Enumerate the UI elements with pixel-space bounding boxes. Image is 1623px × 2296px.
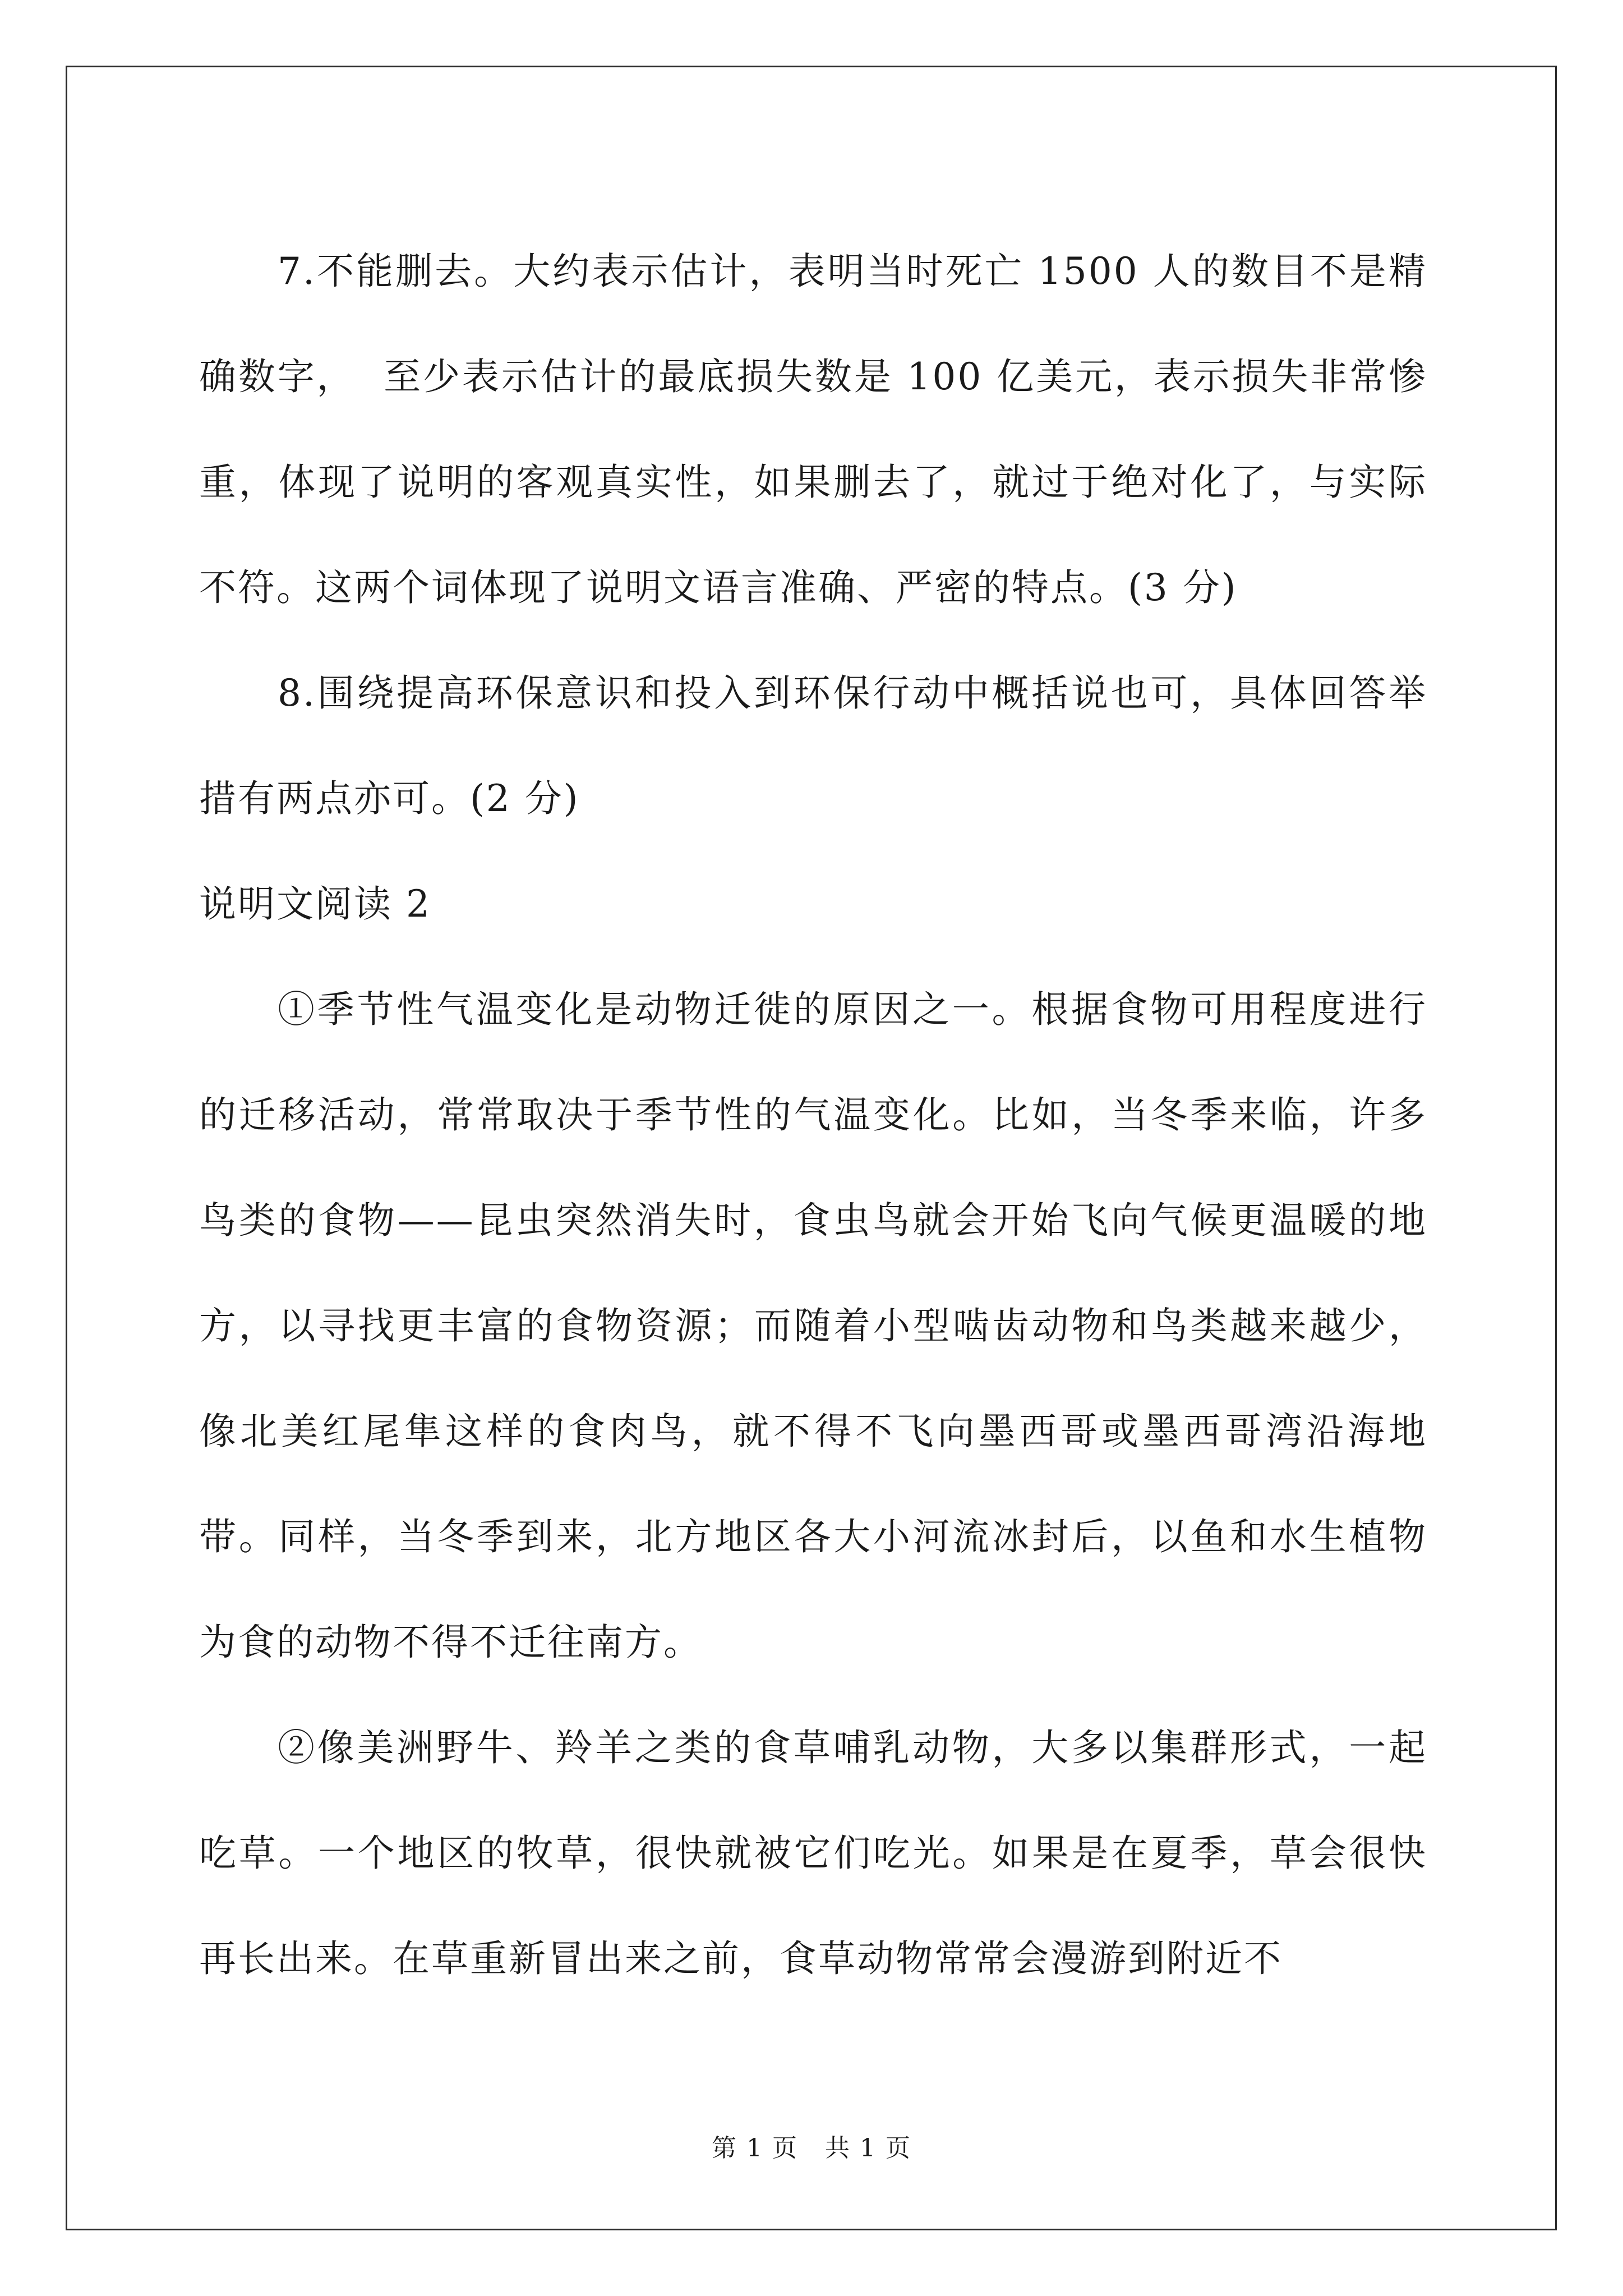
page-number-footer: 第 1 页 共 1 页 [712,2134,911,2162]
reading-paragraph-2: ②像美洲野牛、羚羊之类的食草哺乳动物，大多以集群形式，一起吃草。一个地区的牧草，很快就被它们吃光。如果是在夏季，草会很快再长出来。在草重新冒出来之前，食草动物常常会漫游到附近不 [199,1726,1427,1980]
answer-paragraph-8: 8.围绕提高环保意识和投入到环保行动中概括说也可，具体回答举措有两点亦可。(2 分) [199,671,1427,820]
section-title: 说明文阅读 2 [199,882,431,926]
reading-paragraph-1: ①季节性气温变化是动物迁徙的原因之一。根据食物可用程度进行的迁移活动，常常取决于季节性的气温变化。比如，当冬季来临，许多鸟类的食物——昆虫突然消失时，食虫鸟就会开始飞向气候更温暖的地方，以寻找更丰富的食物资源；而随着小型啮齿动物和鸟类越来越少，像北美红尾隼这样的食肉鸟，就不得不飞向墨西哥或墨西哥湾沿海地带。同样，当冬季到来，北方地区各大小河流冰封后，以鱼和水生植物为食的动物不得不迁往南方。 [199,988,1427,1664]
document-body [199,219,1427,2012]
answer-paragraph-7: 7.不能删去。大约表示估计，表明当时死亡 1500 人的数目不是精确数字， 至少表示估计的最底损失数是 100 亿美元，表示损失非常惨重，体现了说明的客观真实性，如果删去了，就过于绝对化了，与实际不符。这两个词体现了说明文语言准确、严密的特点。(3 分) [199,250,1427,609]
